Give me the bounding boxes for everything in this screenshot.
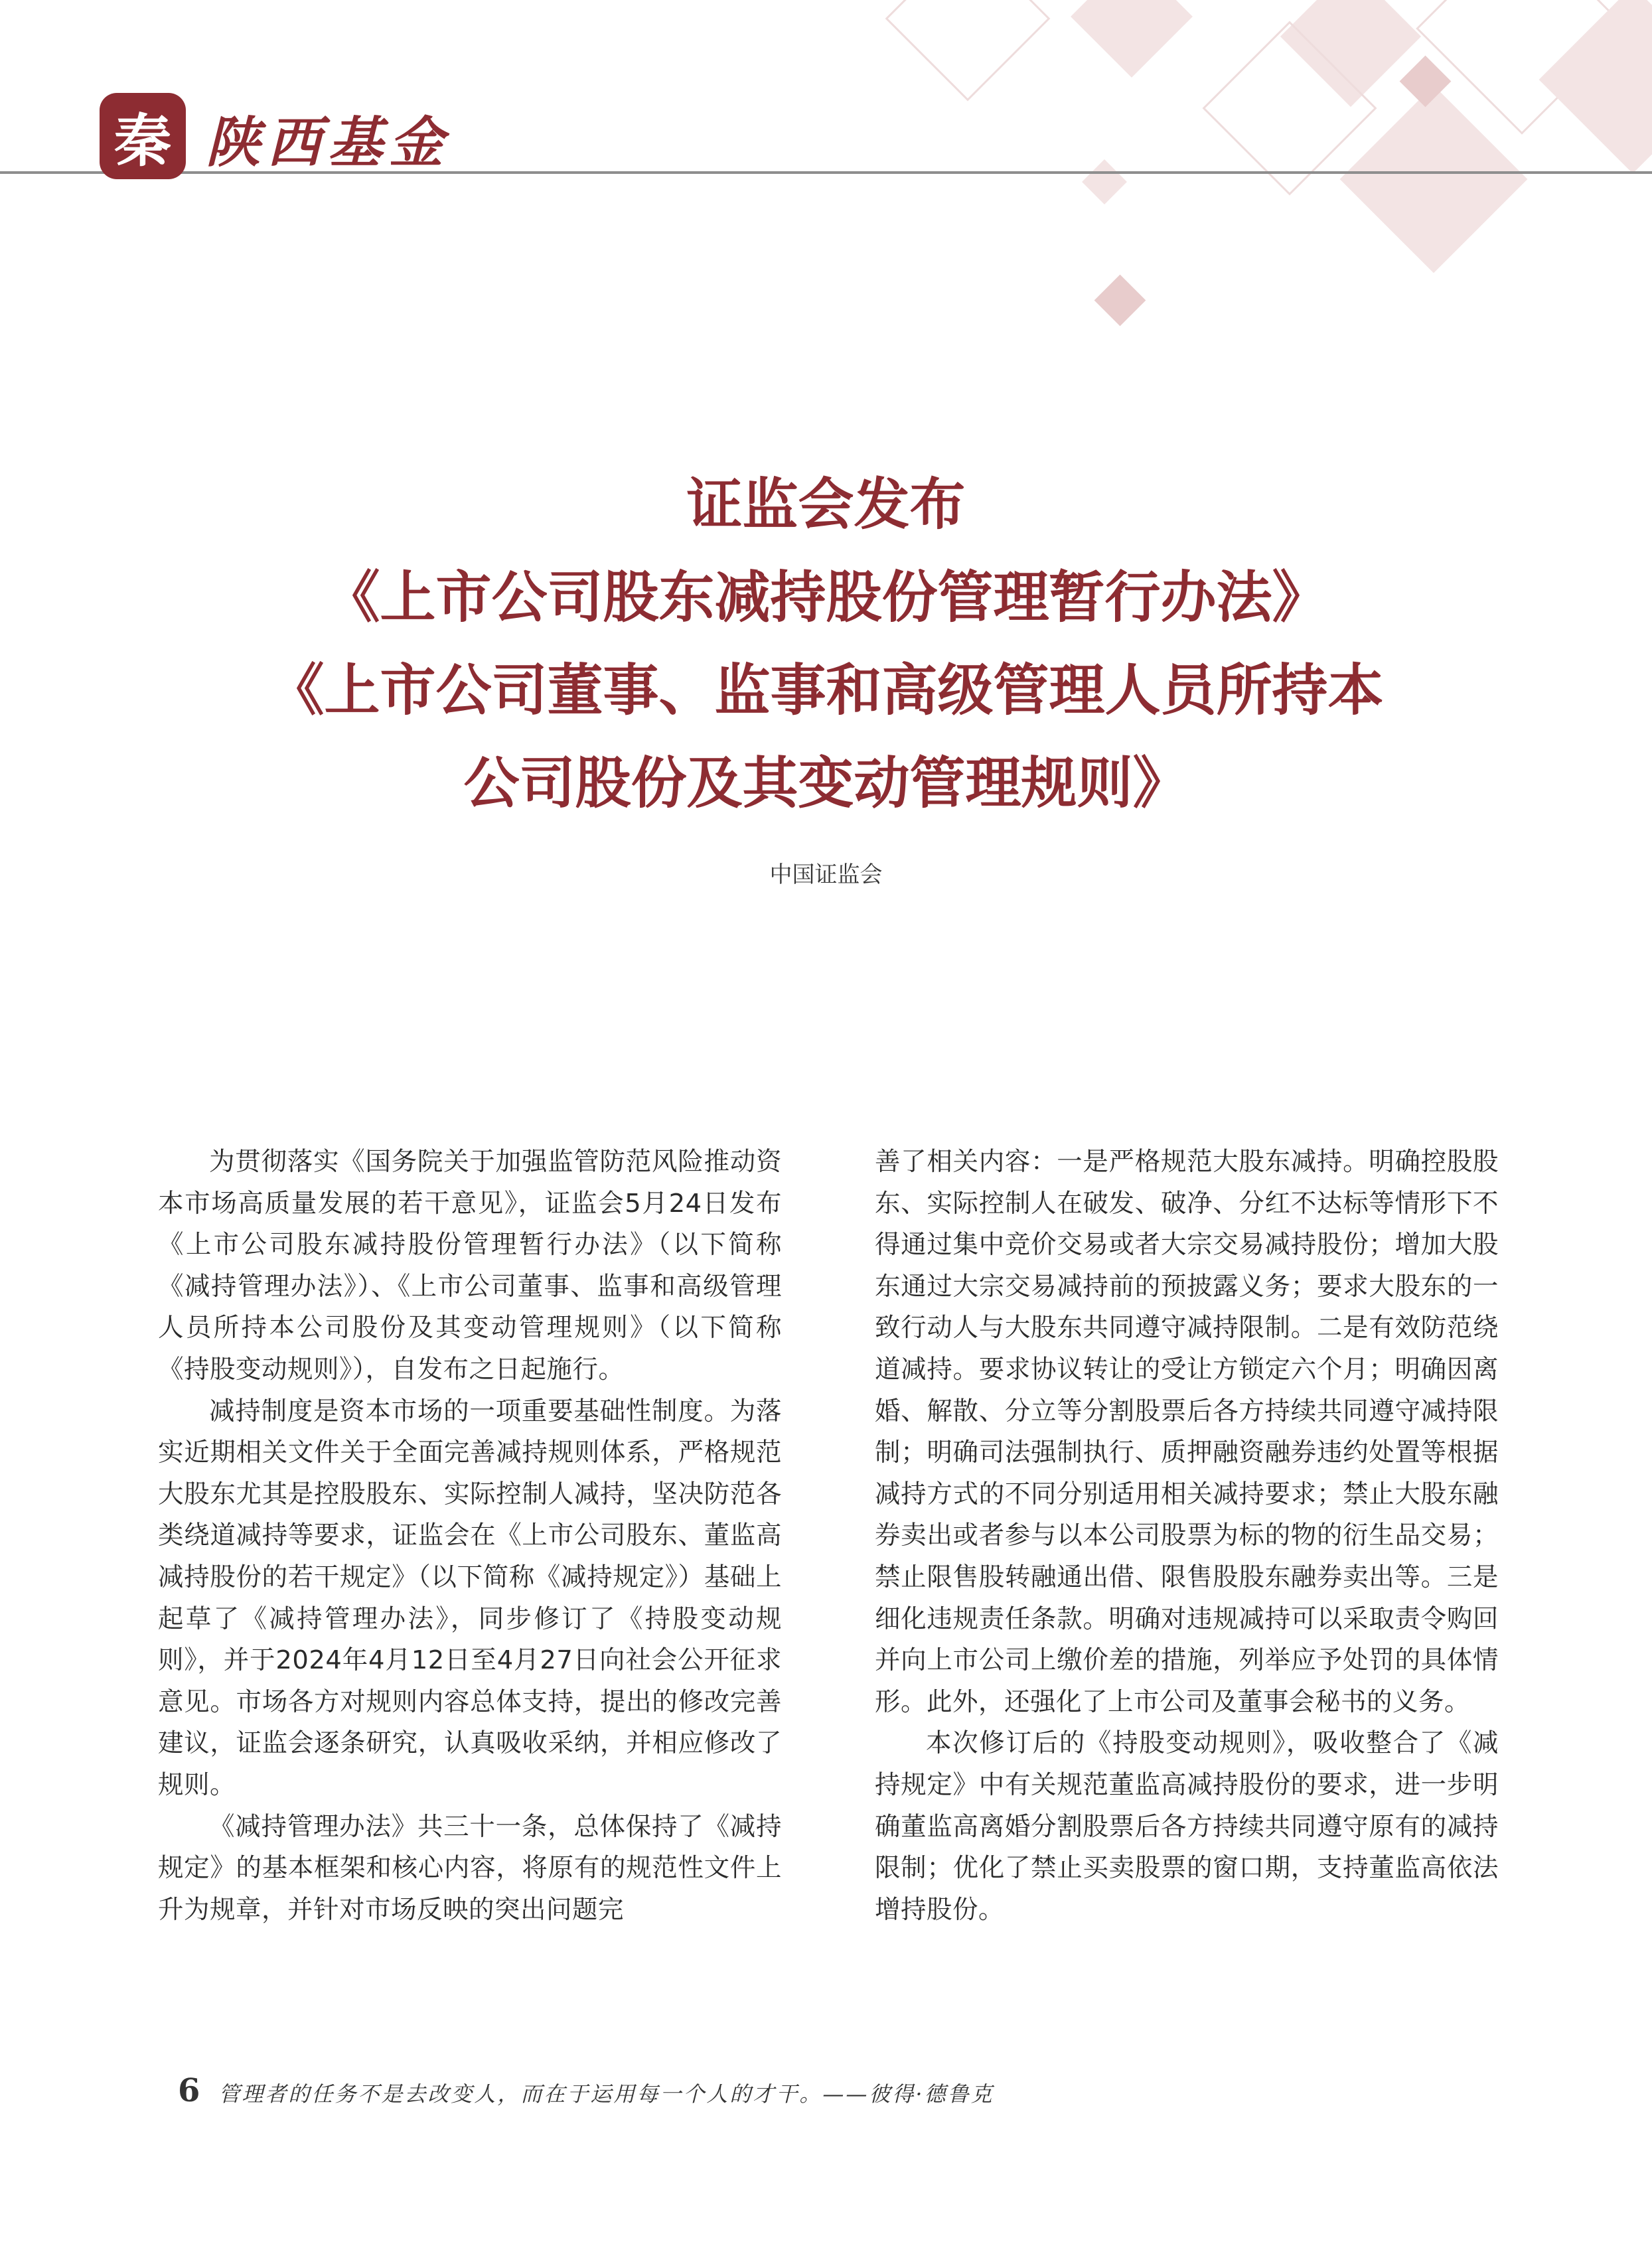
page-number: 6 [178,2072,200,2109]
title-line: 《上市公司股东减持股份管理暂行办法》 [324,564,1328,630]
body-paragraph: 减持制度是资本市场的一项重要基础性制度。为落实近期相关文件关于全面完善减持规则体系，严格规范大股东尤其是控股股东、实际控制人减持，坚决防范各类绕道减持等要求，证监会在《上市公司股东、董监高减持股份的若干规定》（以下简称《减持规定》）基础上起草了《减持管理办法》，同步修订了《持股变动规则》，并于2024年4月12日至4月27日向社会公开征求意见。市场各方对规则内容总体支持，提出的修改完善建议，证监会逐条研究，认真吸收采纳，并相应修改了规则。 [158,1396,782,1800]
title-line: 《上市公司董事、监事和高级管理人员所持本 [268,657,1384,723]
decorative-diamond [1071,0,1193,78]
body-paragraph: 为贯彻落实《国务院关于加强监管防范风险推动资本市场高质量发展的若干意见》，证监会5月24日发布《上市公司股东减持股份管理暂行办法》（以下简称《减持管理办法》）、《上市公司董事、监事和高级管理人员所持本公司股份及其变动管理规则》（以下简称《持股变动规则》），自发布之日起施行。 [158,1147,782,1384]
body-paragraph: 《减持管理办法》共三十一条，总体保持了《减持规定》的基本框架和核心内容，将原有的规范性文件上升为规章，并针对市场反映的突出问题完 [158,1811,782,1925]
decorative-diamond [1082,159,1127,204]
logo-glyph: 秦 [114,108,171,175]
footer-quote: 管理者的任务不是去改变人，而在于运用每一个人的才干。——彼得·德鲁克 [218,2081,994,2107]
article-title [100,458,1552,830]
body-column-right [875,1142,1499,1931]
page-footer [178,2072,994,2109]
body-paragraph-continuation: 善了相关内容：一是严格规范大股东减持。明确控股股东、实际控制人在破发、破净、分红不达标等情形下不得通过集中竞价交易或者大宗交易减持股份；增加大股东通过大宗交易减持前的预披露义务；要求大股东的一致行动人与大股东共同遵守减持限制。二是有效防范绕道减持。要求协议转让的受让方锁定六个月；明确因离婚、解散、分立等分割股票后各方持续共同遵守减持限制；明确司法强制执行、质押融资融券违约处置等根据减持方式的不同分别适用相关减持要求；禁止大股东融券卖出或者参与以本公司股票为标的物的衍生品交易；禁止限售股转融通出借、限售股股东融券卖出等。三是细化违规责任条款。明确对违规减持可以采取责令购回并向上市公司上缴价差的措施，列举应予处罚的具体情形。此外，还强化了上市公司及董事会秘书的义务。 [875,1147,1499,1717]
decorative-diamond [1094,275,1146,327]
article-author: 中国证监会 [769,861,883,888]
brand-name: 陕西基金 [206,111,450,175]
body-paragraph: 本次修订后的《持股变动规则》，吸收整合了《减持规定》中有关规范董监高减持股份的要求，进一步明确董监高离婚分割股票后各方持续共同遵守原有的减持限制；优化了禁止买卖股票的窗口期，支持董监高依法增持股份。 [875,1728,1499,1925]
decorative-diamond [885,0,1051,101]
logo-icon [100,93,186,179]
title-line: 公司股份及其变动管理规则》 [463,750,1189,816]
body-column-left [158,1142,782,1931]
title-line: 证监会发布 [686,471,966,537]
